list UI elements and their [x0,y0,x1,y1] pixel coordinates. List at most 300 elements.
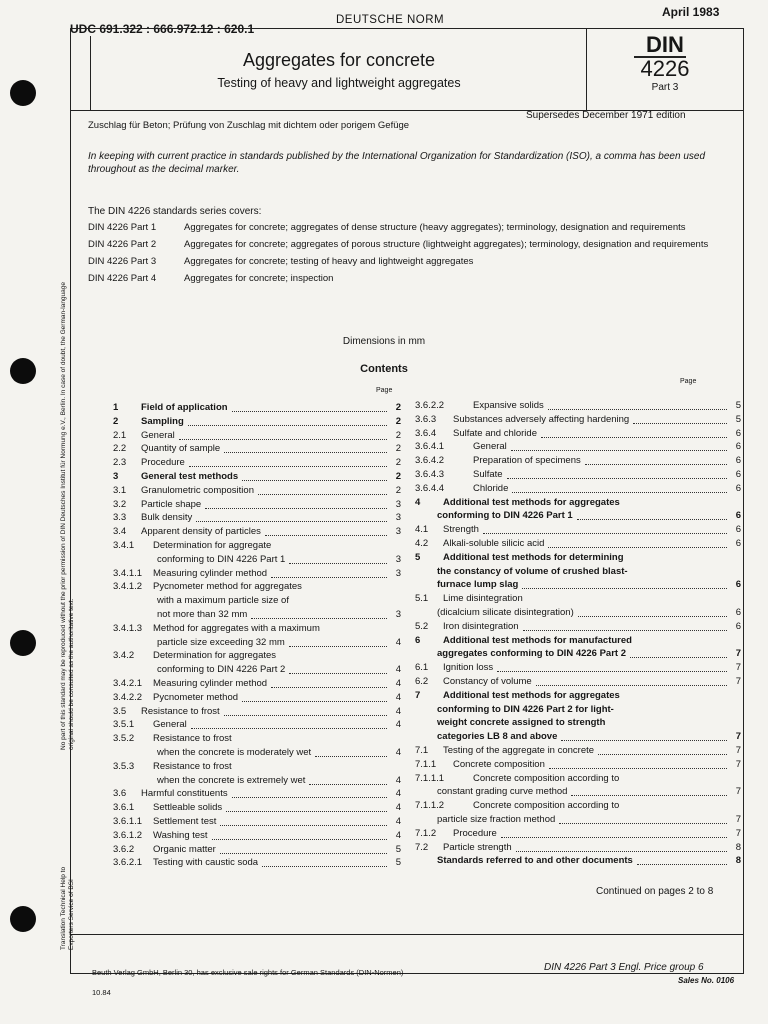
punch-hole [10,80,36,106]
series-list [88,222,728,290]
toc-leader [251,609,387,619]
toc-leader [220,816,387,826]
contents-heading: Contents [360,363,408,375]
toc-entry [113,416,403,430]
toc-entry [415,483,743,497]
toc-leader [578,607,727,617]
toc-title: Procedure [141,457,185,469]
toc-page: 4 [395,678,401,689]
toc-title: Bulk density [141,512,193,524]
toc-leader [633,414,727,424]
toc-number: 3.4.2.1 [113,678,143,689]
toc-leader [637,855,727,865]
toc-page: 3 [395,498,401,510]
toc-title: Additional test methods for aggregates [443,689,620,701]
toc-entry [113,512,403,526]
toc-number: 3.4.1.2 [113,581,143,593]
toc-number: 3.1 [113,484,127,496]
toc-entry [113,499,403,513]
toc-leader [501,828,727,838]
toc-page: 6 [735,620,741,632]
toc-entry [113,471,403,485]
toc-page: 4 [395,816,401,827]
toc-page: 3 [395,567,401,579]
toc-title: Harmful constituents [141,788,228,800]
toc-number: 3.5.3 [113,760,135,772]
series-text: Aggregates for concrete; inspection [184,273,334,284]
toc-title: conforming to DIN 4226 Part 1 [437,510,573,522]
toc-leader [191,719,387,729]
toc-leader [220,844,387,854]
toc-number: 3.6.2 [113,843,135,855]
toc-entry [113,747,403,761]
punch-hole [10,906,36,932]
toc-leader [289,637,387,647]
toc-number: 3.4.2.2 [113,691,143,703]
toc-entry [415,455,743,469]
toc-page: 4 [395,691,401,703]
toc-leader [585,455,727,465]
toc-entry [113,664,403,678]
toc-number: 3.4.2 [113,650,135,662]
copyright-sidebar: No part of this standard may be reproduced without the prior permission of DIN Deutsches Institut für Normung e.V., Berlin. In case of doubt, the German-language original should be consulted as the authoritative text. [60,281,75,750]
toc-entry [415,800,743,814]
toc-entry [415,552,743,566]
toc-page: 4 [395,664,401,676]
toc-page: 8 [735,841,741,853]
toc-entry [113,609,403,623]
toc-page: 6 [735,441,741,453]
iso-note: In keeping with current practice in standards published by the International Organization for Standardization (ISO), a comma has been used throughout as the decimal marker. [88,151,706,175]
toc-leader [577,510,727,520]
toc-right-column [415,400,743,870]
toc-entry [113,485,403,499]
toc-entry [415,579,743,593]
toc-entry [415,621,743,635]
toc-title: Particle strength [443,841,512,853]
toc-entry [113,775,403,789]
toc-page: 7 [735,676,741,687]
toc-title: Additional test methods for aggregates [443,496,620,508]
toc-title: categories LB 8 and above [437,731,558,743]
document-title: Aggregates for concrete [242,50,436,70]
toc-page: 2 [395,443,401,455]
toc-page: 3 [395,526,401,538]
toc-entry [113,816,403,830]
toc-page: 3 [395,553,401,565]
toc-page: 7 [735,758,741,770]
toc-entry [415,731,743,745]
toc-page: 6 [735,607,741,618]
toc-page: 6 [735,510,741,522]
toc-title: Testing of the aggregate in concrete [443,745,595,756]
toc-page: 2 [395,457,401,469]
toc-title: aggregates conforming to DIN 4226 Part 2 [437,648,626,660]
toc-number: 3.6.2.1 [113,857,143,869]
toc-leader [598,745,727,755]
toc-entry [113,830,403,844]
document-subtitle: Testing of heavy and lightweight aggregates [217,76,461,90]
toc-title: conforming to DIN 4226 Part 1 [157,553,286,565]
toc-leader [571,786,727,796]
toc-number: 7.1.1.1 [415,772,445,784]
toc-number: 2.3 [113,457,127,469]
toc-entry [415,441,743,455]
toc-number: 2.2 [113,443,127,455]
toc-entry [415,690,743,704]
toc-entry [113,581,403,595]
toc-leader [265,526,387,536]
toc-title: Determination for aggregate [153,540,272,551]
toc-page: 8 [735,855,741,867]
toc-title: Constancy of volume [443,676,532,687]
edition-date: April 1983 [662,5,720,19]
toc-entry [415,538,743,552]
dimensions-note: Dimensions in mm [342,336,426,347]
toc-title: Resistance to frost [153,760,232,772]
din-number: 4226 [640,56,690,81]
toc-title: General [153,719,187,731]
toc-page: 6 [735,469,741,480]
toc-entry [415,607,743,621]
toc-page: 7 [735,662,741,674]
toc-entry [415,676,743,690]
toc-number: 4 [415,496,421,508]
toc-title: Settleable solids [153,802,223,814]
toc-leader [189,457,387,467]
toc-page: 2 [395,429,401,441]
toc-entry [415,662,743,676]
toc-page: 3 [395,609,401,620]
toc-page: 2 [395,415,401,427]
toc-title: Granulometric composition [141,484,254,496]
sales-number: Sales No. 0106 [678,976,735,985]
toc-number: 6 [415,634,421,646]
toc-leader [205,499,387,509]
toc-number: 3.6.4.2 [415,455,445,467]
toc-entry [113,637,403,651]
toc-leader [483,524,727,534]
toc-entry [415,593,743,607]
toc-leader [224,443,387,453]
toc-entry [415,828,743,842]
toc-page: 4 [395,788,401,800]
toc-entry [415,786,743,800]
toc-title: Resistance to frost [153,733,232,745]
toc-leader [522,579,727,589]
toc-entry [415,400,743,414]
toc-page: 4 [395,705,401,717]
toc-title: Expansive solids [473,400,544,411]
toc-title: Method for aggregates with a maximum [153,622,320,634]
toc-title: furnace lump slag [437,579,519,591]
publisher-note: Beuth Verlag GmbH, Berlin 30, has exclusive sale rights for German Standards (DIN-Normen) [92,968,404,977]
toc-title: Lime disintegration [443,593,523,605]
toc-entry [415,855,743,869]
title-box-left-edge [90,36,91,110]
toc-entry [113,844,403,858]
toc-entry [113,788,403,802]
norm-label: DEUTSCHE NORM [336,14,445,26]
toc-number: 3.6.4.1 [415,441,445,453]
toc-leader [212,830,387,840]
toc-number: 7.2 [415,841,429,853]
toc-title: particle size exceeding 32 mm [157,636,285,648]
toc-leader [559,814,727,824]
toc-title: weight concrete assigned to strength [437,717,606,729]
toc-entry [415,469,743,483]
toc-entry [415,414,743,428]
toc-page: 5 [395,857,401,869]
toc-leader [497,662,727,672]
toc-entry [415,648,743,662]
toc-leader [516,842,727,852]
toc-title: Concrete composition according to [473,800,620,812]
toc-title: Ignition loss [443,662,494,674]
toc-number: 5.1 [415,593,429,605]
toc-title: Sulfate and chloride [453,427,537,439]
series-intro: The DIN 4226 standards series covers: [88,206,262,217]
toc-title: constant grading curve method [437,786,568,798]
toc-title: General [141,429,175,441]
toc-title: Concrete composition [453,758,545,770]
toc-entry [415,842,743,856]
toc-number: 5 [415,551,421,563]
toc-leader [315,747,387,757]
toc-page: 3 [395,512,401,524]
toc-leader [511,441,727,451]
toc-entry [113,802,403,816]
toc-leader [289,664,387,674]
toc-leader [242,471,387,481]
toc-title: Sulfate [473,469,503,480]
toc-number: 3 [113,471,119,482]
toc-title: not more than 32 mm [157,609,248,620]
toc-entry [113,443,403,457]
din-label: DIN [646,32,684,57]
toc-number: 3.6.1 [113,802,135,814]
toc-page: 7 [735,786,741,798]
toc-title: Apparent density of particles [141,526,261,538]
toc-title: Substances adversely affecting hardening [453,413,630,425]
series-item [88,222,728,234]
toc-leader [523,621,727,631]
toc-title: General test methods [141,471,239,482]
toc-title: Procedure [453,827,497,839]
toc-entry [415,510,743,524]
toc-leader [232,402,387,412]
toc-number: 3.4.1.1 [113,567,143,579]
toc-leader [262,857,387,867]
toc-number: 7 [415,689,421,701]
toc-entry [113,430,403,444]
toc-number: 3.6.2.2 [415,400,445,411]
toc-entry [113,692,403,706]
footer-reference: DIN 4226 Part 3 Engl. Price group 6 [544,962,704,973]
toc-number: 3.4 [113,526,127,538]
toc-number: 2 [113,415,119,427]
toc-entry [113,733,403,747]
toc-title: Testing with caustic soda [153,857,259,869]
toc-number: 3.2 [113,498,127,510]
toc-page: 7 [735,827,741,839]
page-column-label: Page [680,378,697,385]
toc-entry [415,745,743,759]
series-key: DIN 4226 Part 2 [88,239,157,250]
toc-leader [179,430,387,440]
toc-entry [113,857,403,871]
toc-leader [224,706,387,716]
toc-title: Iron disintegration [443,620,519,632]
continued-note: Continued on pages 2 to 8 [596,886,714,897]
series-text: Aggregates for concrete; testing of heavy and lightweight aggregates [184,256,474,267]
toc-number: 3.6.4.3 [415,469,445,480]
toc-number: 3.6.4.4 [415,482,445,494]
toc-leader [548,538,727,548]
toc-entry [113,706,403,720]
toc-entry [415,497,743,511]
toc-page: 5 [735,400,741,411]
toc-left-column [113,402,403,872]
punch-hole [10,630,36,656]
toc-entry [113,650,403,664]
toc-leader [242,692,387,702]
toc-title: Organic matter [153,843,216,855]
toc-title: Preparation of specimens [473,455,581,467]
toc-page: 4 [395,747,401,758]
toc-title: Resistance to frost [141,705,220,717]
toc-number: 4.2 [415,538,429,549]
toc-number: 3.6.1.2 [113,829,143,841]
toc-entry [113,554,403,568]
toc-page: 2 [395,471,401,482]
toc-page: 5 [735,413,741,425]
toc-page: 6 [735,524,741,536]
toc-leader [232,788,387,798]
toc-title: Sampling [141,415,184,427]
series-item [88,256,728,268]
toc-title: (dicalcium silicate disintegration) [437,607,574,618]
bottom-rule [70,934,744,935]
toc-number: 3.5.1 [113,719,135,731]
toc-entry [113,540,403,554]
toc-title: Pycnometer method for aggregates [153,581,302,593]
toc-page: 7 [735,648,741,660]
toc-title: Field of application [141,402,228,413]
toc-entry [113,568,403,582]
toc-leader [309,775,387,785]
toc-page: 4 [395,719,401,731]
toc-entry [113,595,403,609]
footer-code: 10.84 [92,988,111,997]
toc-title: Determination for aggregates [153,650,277,662]
toc-leader [289,554,387,564]
toc-leader [196,512,387,522]
toc-leader [549,759,727,769]
series-key: DIN 4226 Part 3 [88,256,157,267]
toc-number: 3.4.1.3 [113,622,143,634]
supersedes-note: Supersedes December 1971 edition [526,110,686,121]
toc-page: 6 [735,538,741,549]
toc-page: 7 [735,814,741,825]
toc-title: Additional test methods for determining [443,551,624,563]
toc-title: Strength [443,524,479,536]
toc-page: 2 [395,484,401,496]
toc-page: 6 [735,427,741,439]
toc-title: Additional test methods for manufactured [443,634,632,646]
toc-number: 3.4.1 [113,540,135,551]
toc-leader [512,483,727,493]
toc-entry [113,402,403,416]
toc-page: 4 [395,636,401,648]
series-text: Aggregates for concrete; aggregates of porous structure (lightweight aggregates); terminology, designation and requirements [184,239,709,250]
toc-page: 4 [395,802,401,814]
toc-title: conforming to DIN 4226 Part 2 for light- [437,703,614,715]
toc-leader [541,428,727,438]
toc-page: 5 [395,843,401,855]
toc-number: 6.2 [415,676,429,687]
toc-title: particle size fraction method [437,814,556,825]
toc-number: 2.1 [113,429,127,441]
toc-title: Washing test [153,829,208,841]
udc-code: UDC 691.322 : 666.972.12 : 620.1 [70,22,255,36]
toc-title: the constancy of volume of crushed blast- [437,565,628,577]
toc-entry [415,704,743,718]
toc-number: 7.1.1.2 [415,800,445,812]
toc-leader [548,400,727,410]
toc-title: Concrete composition according to [473,772,620,784]
toc-entry [415,566,743,580]
toc-title: Measuring cylinder method [153,678,268,689]
toc-number: 7.1 [415,745,429,756]
toc-number: 7.1.2 [415,827,437,839]
toc-leader [630,648,727,658]
toc-title: Alkali-soluble silicic acid [443,538,545,549]
toc-leader [561,731,727,741]
series-item [88,273,728,285]
toc-page: 7 [735,745,741,756]
toc-number: 6.1 [415,662,429,674]
toc-leader [536,676,727,686]
toc-page: 4 [395,829,401,841]
toc-leader [271,568,387,578]
toc-number: 3.6.3 [415,413,437,425]
toc-page: 6 [735,482,741,494]
toc-title: Settlement test [153,816,217,827]
toc-entry [415,717,743,731]
toc-number: 3.5.2 [113,733,135,745]
toc-title: Pycnometer method [153,691,239,703]
toc-title: General [473,441,507,453]
toc-title: Particle shape [141,498,202,510]
toc-leader [507,469,727,479]
toc-entry [113,678,403,692]
toc-entry [113,526,403,540]
toc-leader [226,802,387,812]
toc-title: with a maximum particle size of [157,595,289,607]
toc-number: 3.6 [113,788,127,800]
din-part: Part 3 [651,82,679,93]
toc-page: 6 [735,579,741,591]
toc-title: Chloride [473,482,509,494]
toc-number: 5.2 [415,620,429,632]
toc-title: Quantity of sample [141,443,221,455]
page-column-label: Page [376,387,393,394]
toc-entry [415,759,743,773]
toc-title: Measuring cylinder method [153,567,268,579]
toc-number: 3.6.1.1 [113,816,143,827]
translation-sidebar: Translation Technical Help to Exporters Service of BSI [60,866,75,950]
